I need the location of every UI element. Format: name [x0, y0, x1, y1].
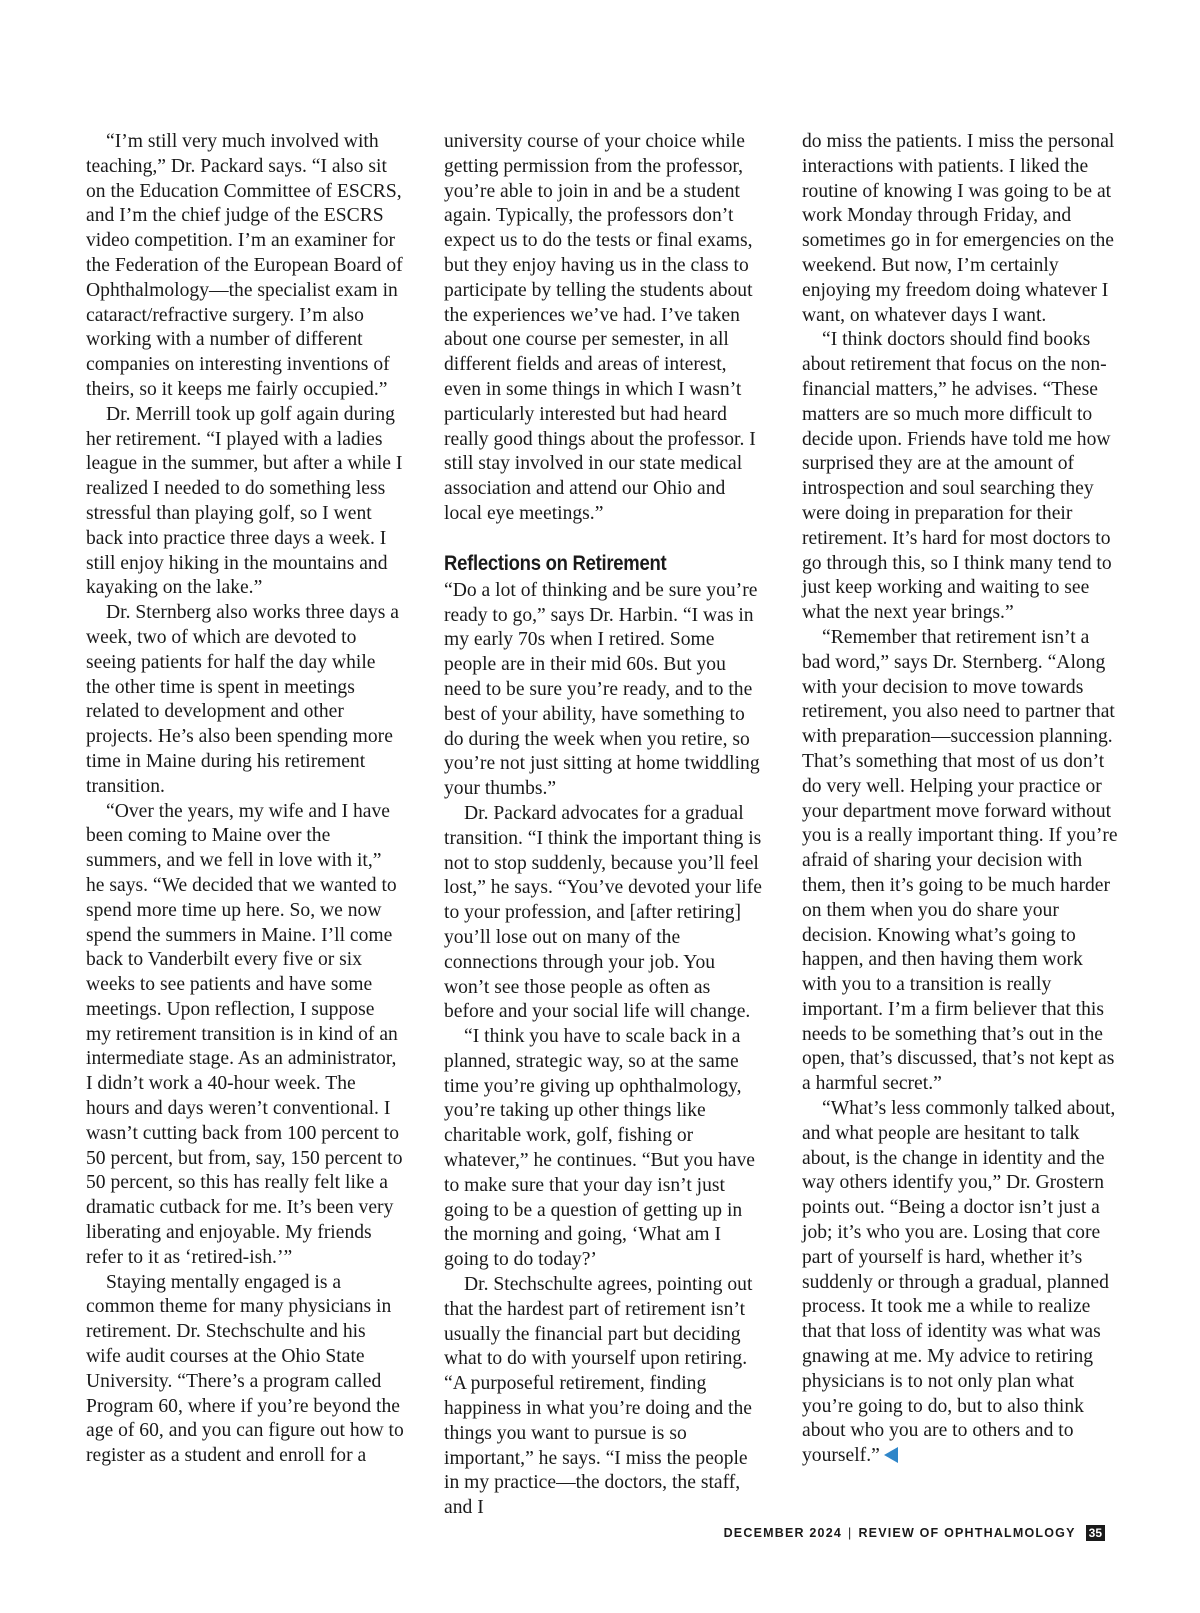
section-heading: Reflections on Retirement [444, 551, 667, 575]
body-paragraph: “Over the years, my wife and I have been coming to Maine over the summers, and we fell in love with it,” he says. “We decided that we wanted to spend more time up here. So, we now spend the summers in Maine. I’ll come back to Vanderbilt every five or six weeks to see patients and have some meetings. Upon reflection, I suppose my retirement transition is in kind of an intermediate stage. As an administrator, I didn’t work a 40-hour week. The hours and days weren’t conventional. I wasn’t cutting back from 100 percent to 50 percent, but from, say, 150 percent to 50 percent, so this has really felt like a dramatic cutback for me. It’s been very liberating and enjoyable. My friends refer to it as ‘retired-ish.’” [86, 800, 403, 1268]
body-paragraph: “I think you have to scale back in a planned, strategic way, so at the same time you’re giving up ophthalmology, you’re taking up other things like charitable work, golf, fishing or whatever,” he continues. “But you have to make sure that your day isn’t just going to be a question of getting up in the morning and going, ‘What am I going to do today?’ [444, 1026, 755, 1271]
body-paragraph: “I think doctors should find books about retirement that focus on the non-financial matters,” he advises. “These matters are so much more difficult to decide upon. Friends have told me how surprised they are at the amount of introspection and soul searching they were doing in preparation for their retirement. It’s hard for most doctors to go through this, so I think many tend to just keep working and waiting to see what the next year brings.” [802, 329, 1112, 624]
footer-separator: | [848, 1526, 853, 1540]
body-paragraph: Dr. Merrill took up golf again during her retirement. “I played with a ladies league in the summer, but after a while I realized I needed to do something less stressful than playing golf, so I went back into practice three days a week. I still enjoy hiking in the mountains and kayaking on the lake.” [86, 403, 403, 599]
article-column-3 [802, 130, 1120, 1469]
body-paragraph: Dr. Sternberg also works three days a week, two of which are devoted to seeing patients for half the day while the other time is spent in meetings related to development and other projects. He’s also been spending more time in Maine during his retirement transition. [86, 602, 399, 797]
body-paragraph: “Remember that retirement isn’t a bad word,” says Dr. Sternberg. “Along with your decision to move towards retirement, you also need to partner that with preparation—succession planning. That’s something that most of us don’t do very well. Helping your practice or your department move forward without you is a really important thing. If you’re afraid of sharing your decision with them, then it’s going to be much harder on them when you do share your decision. Knowing what’s going to happen, and then having them work with you to a transition is really important. I’m a firm believer that this needs to be something that’s out in the open, that’s discussed, that’s not kept as a harmful secret.” [802, 626, 1118, 1095]
page-number: 35 [1086, 1525, 1105, 1541]
footer-magazine: REVIEW OF OPHTHALMOLOGY [858, 1526, 1076, 1540]
body-paragraph: Dr. Stechschulte agrees, pointing out that the hardest part of retirement isn’t usually the financial part but deciding what to do with yourself upon retiring. “A purposeful retirement, finding happiness in what you’re doing and the things you want to pursue is so important,” he says. “I miss the people in my practice—the doctors, the staff, and I [444, 1274, 753, 1519]
body-paragraph: Staying mentally engaged is a common theme for many physicians in retirement. Dr. Stechschulte and his wife audit courses at the Ohio State University. “There’s a program called Program 60, where if you’re beyond the age of 60, and you can figure out how to register as a student and enroll for a [86, 1271, 404, 1467]
article-column-1 [86, 130, 404, 1469]
body-paragraph: Dr. Packard advocates for a gradual transition. “I think the important thing is not to stop suddenly, because you’ll feel lost,” he says. “You’ve devoted your life to your profession, and [after retiring] you’ll lose out on many of the connections through your job. You won’t see those people as often as before and your social life will change. [444, 802, 762, 1023]
footer-issue: DECEMBER 2024 [723, 1526, 842, 1540]
closing-paragraph [802, 1097, 1120, 1469]
page-footer [724, 1525, 1105, 1541]
closing-paragraph-text: “What’s less commonly talked about, and what people are hesitant to talk about, is the change in identity and the way others identify you,” Dr. Grostern points out. “Being a doctor isn’t just a job; it’s who you are. Losing that core part of yourself is hard, whether it’s suddenly or through a gradual, planned process. It took me a while to realize that that loss of identity was what was gnawing at me. My advice to retiring physicians is to not only plan what you’re going to do, but to also think about who you are to others and to yourself.” [802, 1098, 1116, 1467]
article-column-2 [444, 130, 762, 1521]
continued-paragraph: university course of your choice while getting permission from the professor, you’re able to join in and be a student again. Typically, the professors don’t expect us to do the tests or final exams, but they enjoy having us in the class to participate by telling the students about the experiences we’ve had. I’ve taken about one course per semester, in all different fields and areas of interest, even in some things in which I wasn’t particularly interested but had heard really good things about the professor. I still stay involved in our state medical association and attend our Ohio and local eye meetings.” [444, 131, 756, 524]
end-of-article-icon [884, 1447, 898, 1463]
body-paragraph: “Do a lot of thinking and be sure you’re ready to go,” says Dr. Harbin. “I was in my early 70s when I retired. Some people are in their mid 60s. But you need to be sure you’re ready, and to the best of your ability, have something to do during the week when you retire, so you’re not just sitting at home twiddling your thumbs.” [444, 579, 760, 800]
body-paragraph: “I’m still very much involved with teaching,” Dr. Packard says. “I also sit on the Education Committee of ESCRS, and I’m the chief judge of the ESCRS video competition. I’m an examiner for the Federation of the European Board of Ophthalmology—the specialist exam in cataract/refractive surgery. I’m also working with a number of different companies on interesting inventions of theirs, so it keeps me fairly occupied.” [86, 131, 403, 400]
continued-paragraph: do miss the patients. I miss the personal interactions with patients. I liked the routine of knowing I was going to be at work Monday through Friday, and sometimes go in for emergencies on the weekend. But now, I’m certainly enjoying my freedom doing whatever I want, on whatever days I want. [802, 131, 1115, 326]
